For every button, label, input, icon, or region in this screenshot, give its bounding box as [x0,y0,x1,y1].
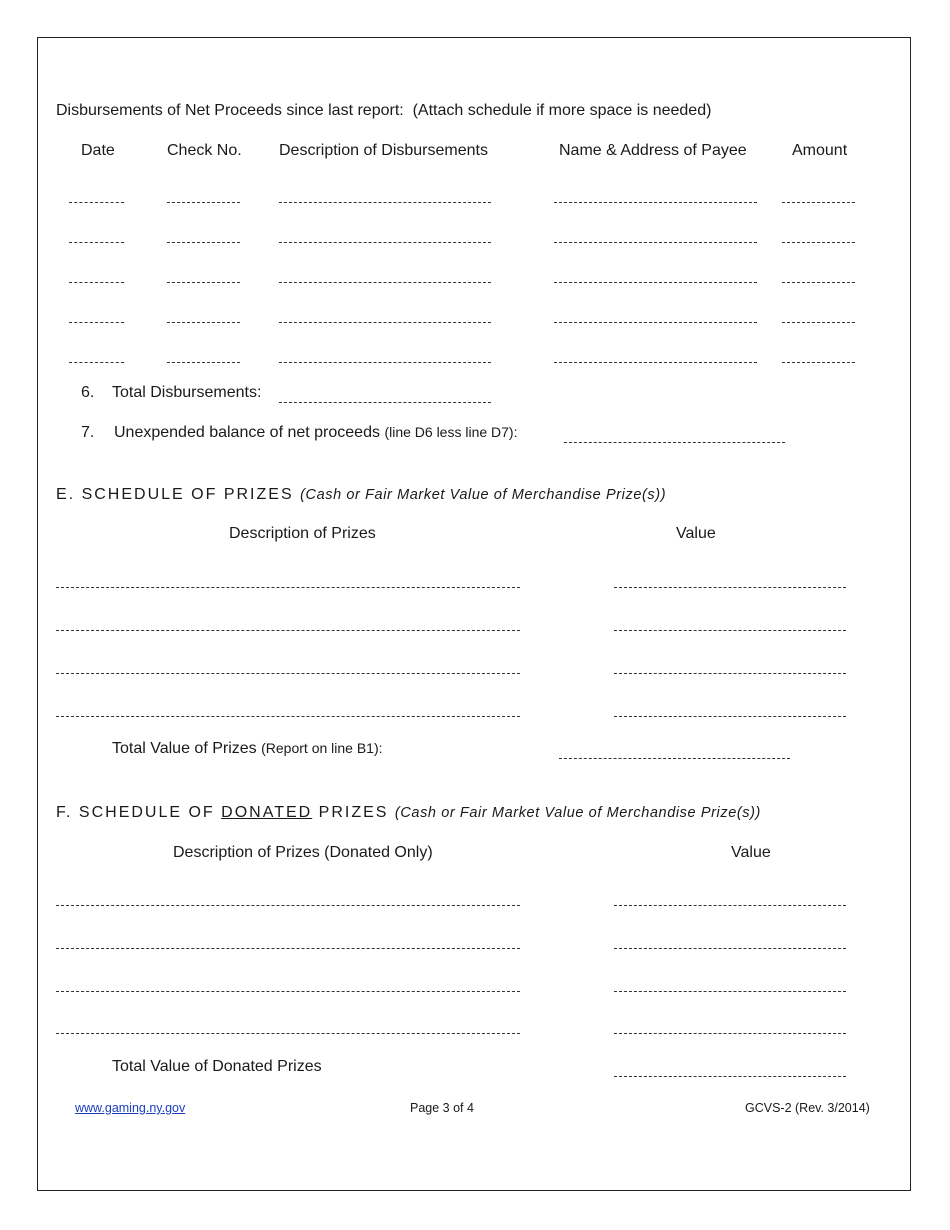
description-field[interactable] [279,242,491,243]
prize-description-field[interactable] [56,716,520,717]
disbursements-intro: Disbursements of Net Proceeds since last report: (Attach schedule if more space is needed) [56,102,712,119]
unexpended-balance-label: Unexpended balance of net proceeds (line D6 less line D7): [114,424,518,441]
prize-description-field[interactable] [56,630,520,631]
donated-description-field[interactable] [56,948,520,949]
prize-value-field[interactable] [614,587,846,588]
payee-field[interactable] [554,322,757,323]
column-header-amount: Amount [792,142,848,159]
prizes-description-header: Description of Prizes [229,525,376,542]
description-field[interactable] [279,322,491,323]
date-field[interactable] [69,362,124,363]
payee-field[interactable] [554,362,757,363]
column-header-check-no: Check No. [167,142,242,159]
donated-value-field[interactable] [614,905,846,906]
description-field[interactable] [279,282,491,283]
date-field[interactable] [69,282,124,283]
amount-field[interactable] [782,362,855,363]
donated-value-field[interactable] [614,948,846,949]
date-field[interactable] [69,322,124,323]
total-donated-field[interactable] [614,1076,846,1077]
page-number: Page 3 of 4 [410,1101,474,1115]
donated-value-header: Value [731,844,771,861]
payee-field[interactable] [554,242,757,243]
amount-field[interactable] [782,202,855,203]
description-field[interactable] [279,202,491,203]
total-prizes-field[interactable] [559,758,790,759]
donated-description-field[interactable] [56,1033,520,1034]
form-id: GCVS-2 (Rev. 3/2014) [745,1101,870,1115]
check-no-field[interactable] [167,282,240,283]
check-no-field[interactable] [167,242,240,243]
total-prizes-label: Total Value of Prizes (Report on line B1): [112,740,383,757]
unexpended-balance-field[interactable] [564,442,785,443]
amount-field[interactable] [782,322,855,323]
donated-description-field[interactable] [56,905,520,906]
donated-description-header: Description of Prizes (Donated Only) [173,844,433,861]
amount-field[interactable] [782,242,855,243]
line7-number: 7. [81,424,95,441]
website-link[interactable]: www.gaming.ny.gov [75,1101,186,1115]
check-no-field[interactable] [167,322,240,323]
total-disbursements-label: Total Disbursements: [112,384,262,401]
total-disbursements-field[interactable] [279,402,491,403]
section-e-heading: E. SCHEDULE OF PRIZES (Cash or Fair Market Value of Merchandise Prize(s)) [56,486,667,503]
check-no-field[interactable] [167,362,240,363]
payee-field[interactable] [554,282,757,283]
date-field[interactable] [69,242,124,243]
line6-number: 6. [81,384,95,401]
donated-description-field[interactable] [56,991,520,992]
column-header-description: Description of Disbursements [279,142,488,159]
donated-value-field[interactable] [614,991,846,992]
column-header-date: Date [81,142,115,159]
prize-value-field[interactable] [614,630,846,631]
donated-value-field[interactable] [614,1033,846,1034]
total-donated-label: Total Value of Donated Prizes [112,1058,322,1075]
check-no-field[interactable] [167,202,240,203]
page-border [37,37,911,1191]
prize-description-field[interactable] [56,587,520,588]
amount-field[interactable] [782,282,855,283]
prize-value-field[interactable] [614,673,846,674]
section-f-heading: F. SCHEDULE OF DONATED PRIZES (Cash or Fair Market Value of Merchandise Prize(s)) [56,804,761,821]
prize-description-field[interactable] [56,673,520,674]
prizes-value-header: Value [676,525,716,542]
description-field[interactable] [279,362,491,363]
date-field[interactable] [69,202,124,203]
column-header-payee: Name & Address of Payee [559,142,747,159]
prize-value-field[interactable] [614,716,846,717]
payee-field[interactable] [554,202,757,203]
